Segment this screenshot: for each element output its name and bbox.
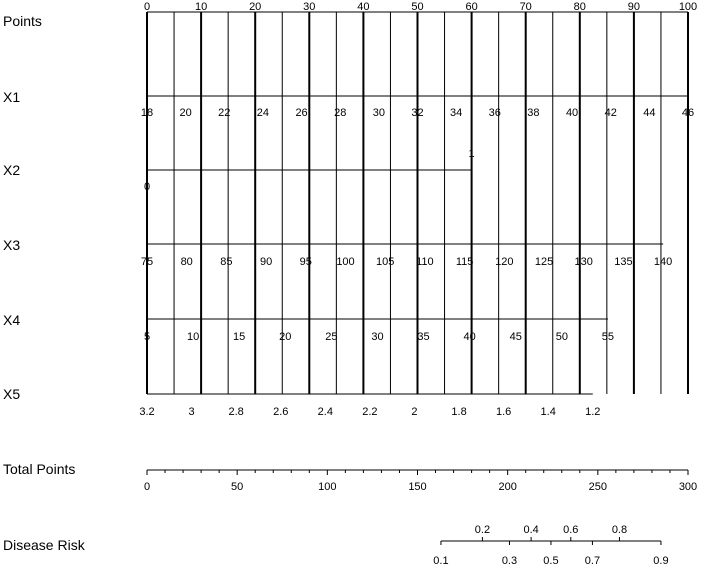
variable-tick-label-x4: 35 (417, 331, 430, 343)
variable-tick-label-x4: 40 (463, 331, 476, 343)
variable-label-x1: X1 (3, 89, 21, 105)
variable-tick-label-x4: 10 (186, 331, 200, 343)
points-row-label: Points (3, 13, 42, 29)
variable-label-x3: X3 (3, 237, 21, 253)
variable-tick-label-x3: 115 (455, 256, 474, 268)
x5-tick-label: 2.6 (273, 406, 289, 418)
variable-tick-label-x4: 20 (279, 331, 292, 343)
disease-risk-tick-label-lower: 0.7 (584, 555, 601, 566)
points-tick-label: 10 (194, 1, 208, 13)
variable-tick-label-x3: 95 (299, 256, 312, 268)
disease-risk-tick-label-upper: 0.8 (611, 524, 628, 536)
variable-tick-label-x1: 46 (681, 107, 695, 119)
variable-tick-label-x3: 90 (259, 256, 273, 268)
disease-risk-label: Disease Risk (3, 537, 85, 553)
points-tick-label: 70 (519, 1, 532, 13)
variable-tick-label-x1: 30 (372, 107, 385, 119)
nomogram-text (3, 1, 697, 566)
total-points-tick-label: 300 (678, 481, 698, 493)
points-tick-label: 90 (627, 1, 641, 13)
points-tick-label: 40 (357, 1, 370, 13)
total-points-tick-label: 50 (231, 481, 244, 493)
points-tick-label: 100 (678, 1, 698, 13)
total-points-tick-label: 150 (408, 481, 427, 493)
points-tick-label: 80 (573, 1, 586, 13)
points-tick-label: 0 (143, 1, 151, 13)
variable-tick-label-x1: 38 (527, 107, 540, 119)
variable-tick-label-x3: 110 (416, 256, 434, 268)
variable-tick-label-x3: 105 (376, 256, 395, 268)
variable-label-x5: X5 (3, 386, 21, 402)
variable-tick-label-x4: 30 (371, 331, 384, 343)
x5-tick-label: 3 (188, 406, 195, 418)
x5-tick-label: 2.4 (317, 406, 333, 418)
x2-tick-label-1: 1 (468, 148, 475, 160)
variable-tick-label-x4: 50 (555, 331, 568, 343)
nomogram-lines (147, 12, 688, 545)
disease-risk-tick-label-lower: 0.9 (653, 555, 669, 566)
variable-tick-label-x3: 85 (220, 256, 233, 268)
x5-tick-label: 2 (411, 406, 418, 418)
variable-tick-label-x3: 80 (180, 256, 193, 268)
points-tick-label: 20 (249, 1, 262, 13)
disease-risk-tick-label-lower: 0.3 (501, 555, 518, 566)
variable-tick-label-x1: 34 (450, 107, 463, 119)
points-tick-label: 30 (303, 1, 316, 13)
x5-tick-label: 1.4 (540, 406, 556, 418)
x5-tick-label: 2.2 (362, 406, 378, 418)
variable-tick-label-x1: 40 (565, 107, 579, 119)
x2-tick-label-0: 0 (143, 181, 151, 193)
total-points-tick-label: 100 (318, 481, 337, 493)
disease-risk-tick-label-lower: 0.1 (433, 555, 449, 566)
variable-tick-label-x1: 44 (643, 107, 656, 119)
variable-tick-label-x1: 20 (179, 107, 192, 119)
disease-risk-tick-label-upper: 0.4 (523, 524, 539, 536)
variable-tick-label-x1: 32 (411, 107, 424, 119)
variable-label-x4: X4 (3, 312, 21, 328)
x5-tick-label: 3.2 (139, 406, 155, 418)
variable-tick-label-x1: 36 (488, 107, 501, 119)
variable-tick-label-x1: 42 (604, 107, 617, 119)
variable-tick-label-x4: 5 (143, 331, 151, 343)
variable-tick-label-x1: 22 (218, 107, 231, 119)
variable-tick-label-x3: 75 (140, 256, 154, 268)
variable-tick-label-x1: 18 (140, 107, 154, 119)
x5-tick-label: 1.6 (495, 406, 512, 418)
variable-tick-label-x1: 24 (256, 107, 270, 119)
points-tick-label: 50 (411, 1, 424, 13)
variable-label-x2: X2 (3, 162, 21, 178)
variable-tick-label-x3: 125 (534, 256, 554, 268)
variable-tick-label-x3: 100 (336, 256, 355, 268)
x5-tick-label: 2.8 (228, 406, 244, 418)
variable-tick-label-x1: 26 (295, 107, 308, 119)
variable-tick-label-x3: 140 (653, 256, 673, 268)
disease-risk-tick-label-lower: 0.5 (543, 555, 559, 566)
total-points-tick-label: 0 (143, 481, 151, 493)
x5-tick-label: 1.2 (585, 406, 601, 418)
total-points-tick-label: 250 (588, 481, 608, 493)
variable-tick-label-x4: 45 (509, 331, 522, 343)
disease-risk-tick-label-upper: 0.6 (563, 524, 579, 536)
total-points-label: Total Points (3, 461, 76, 477)
variable-tick-label-x4: 15 (233, 331, 246, 343)
variable-tick-label-x3: 135 (614, 256, 633, 268)
variable-tick-label-x4: 25 (325, 331, 338, 343)
total-points-tick-label: 200 (498, 481, 517, 493)
points-tick-label: 60 (465, 1, 478, 13)
variable-tick-label-x3: 130 (574, 256, 593, 268)
variable-tick-label-x1: 28 (334, 107, 347, 119)
x5-tick-label: 1.8 (451, 406, 467, 418)
variable-tick-label-x3: 120 (495, 256, 514, 268)
disease-risk-tick-label-upper: 0.2 (474, 524, 491, 536)
variable-tick-label-x4: 55 (601, 331, 615, 343)
